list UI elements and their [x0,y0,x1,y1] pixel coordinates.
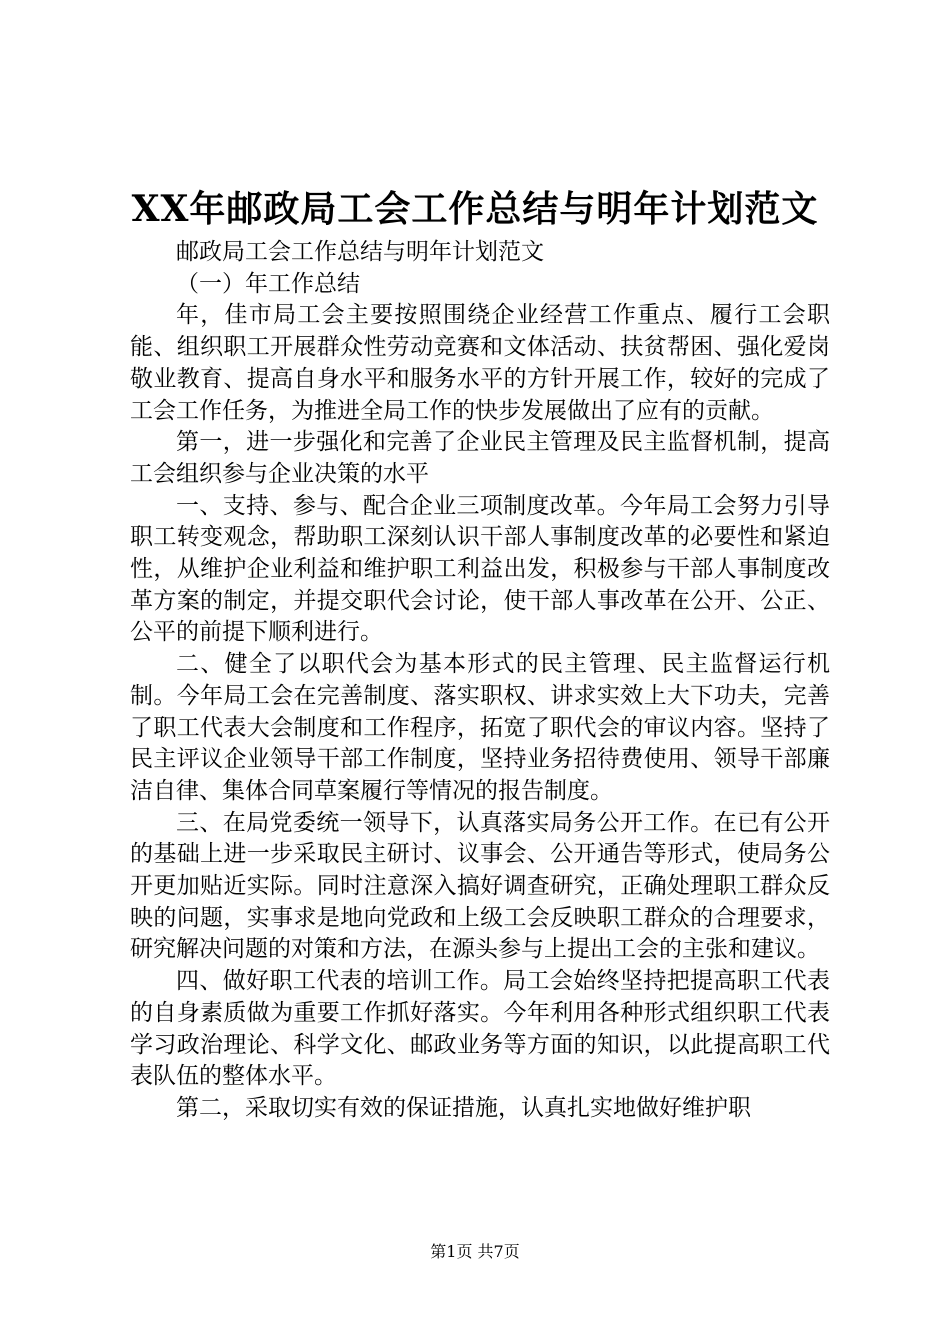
document-title: XX年邮政局工会工作总结与明年计划范文 [131,188,819,230]
body-paragraph: 四、做好职工代表的培训工作。局工会始终坚持把提高职工代表的自身素质做为重要工作抓好落实。今年利用各种形式组织职工代表学习政治理论、科学文化、邮政业务等方面的知识，以此提高职工代表队伍的整体水平。 [130,968,830,1090]
body-paragraph: 三、在局党委统一领导下，认真落实局务公开工作。在已有公开的基础上进一步采取民主研讨、议事会、公开通告等形式，使局务公开更加贴近实际。同时注意深入搞好调查研究，正确处理职工群众反映的问题，实事求是地向党政和上级工会反映职工群众的合理要求，研究解决问题的对策和方法，在源头参与上提出工会的主张和建议。 [130,809,830,963]
body-paragraph: 一、支持、参与、配合企业三项制度改革。今年局工会努力引导职工转变观念，帮助职工深刻认识干部人事制度改革的必要性和紧迫性，从维护企业利益和维护职工利益出发，积极参与干部人事制度改革方案的制定，并提交职代会讨论，使干部人事改革在公开、公正、公平的前提下顺利进行。 [130,492,830,646]
body-paragraph: 第二，采取切实有效的保证措施，认真扎实地做好维护职 [176,1094,751,1121]
page-number-footer: 第1页 共7页 [430,1242,520,1261]
body-paragraph: 第一，进一步强化和完善了企业民主管理及民主监督机制，提高工会组织参与企业决策的水平 [130,429,830,487]
body-paragraph: 二、健全了以职代会为基本形式的民主管理、民主监督运行机制。今年局工会在完善制度、落实职权、讲求实效上大下功夫，完善了职工代表大会制度和工作程序，拓宽了职代会的审议内容。坚持了民主评议企业领导干部工作制度，坚持业务招待费使用、领导干部廉洁自律、集体合同草案履行等情况的报告制度。 [130,651,830,804]
document-body [130,237,830,1125]
body-paragraph: 年，佳市局工会主要按照围绕企业经营工作重点、履行工会职能、组织职工开展群众性劳动竞赛和文体活动、扶贫帮困、强化爱岗敬业教育、提高自身水平和服务水平的方针开展工作，较好的完成了工会工作任务，为推进全局工作的快步发展做出了应有的贡献。 [130,302,830,424]
section-heading: （一）年工作总结 [176,270,360,297]
subtitle-paragraph: 邮政局工会工作总结与明年计划范文 [176,239,544,265]
